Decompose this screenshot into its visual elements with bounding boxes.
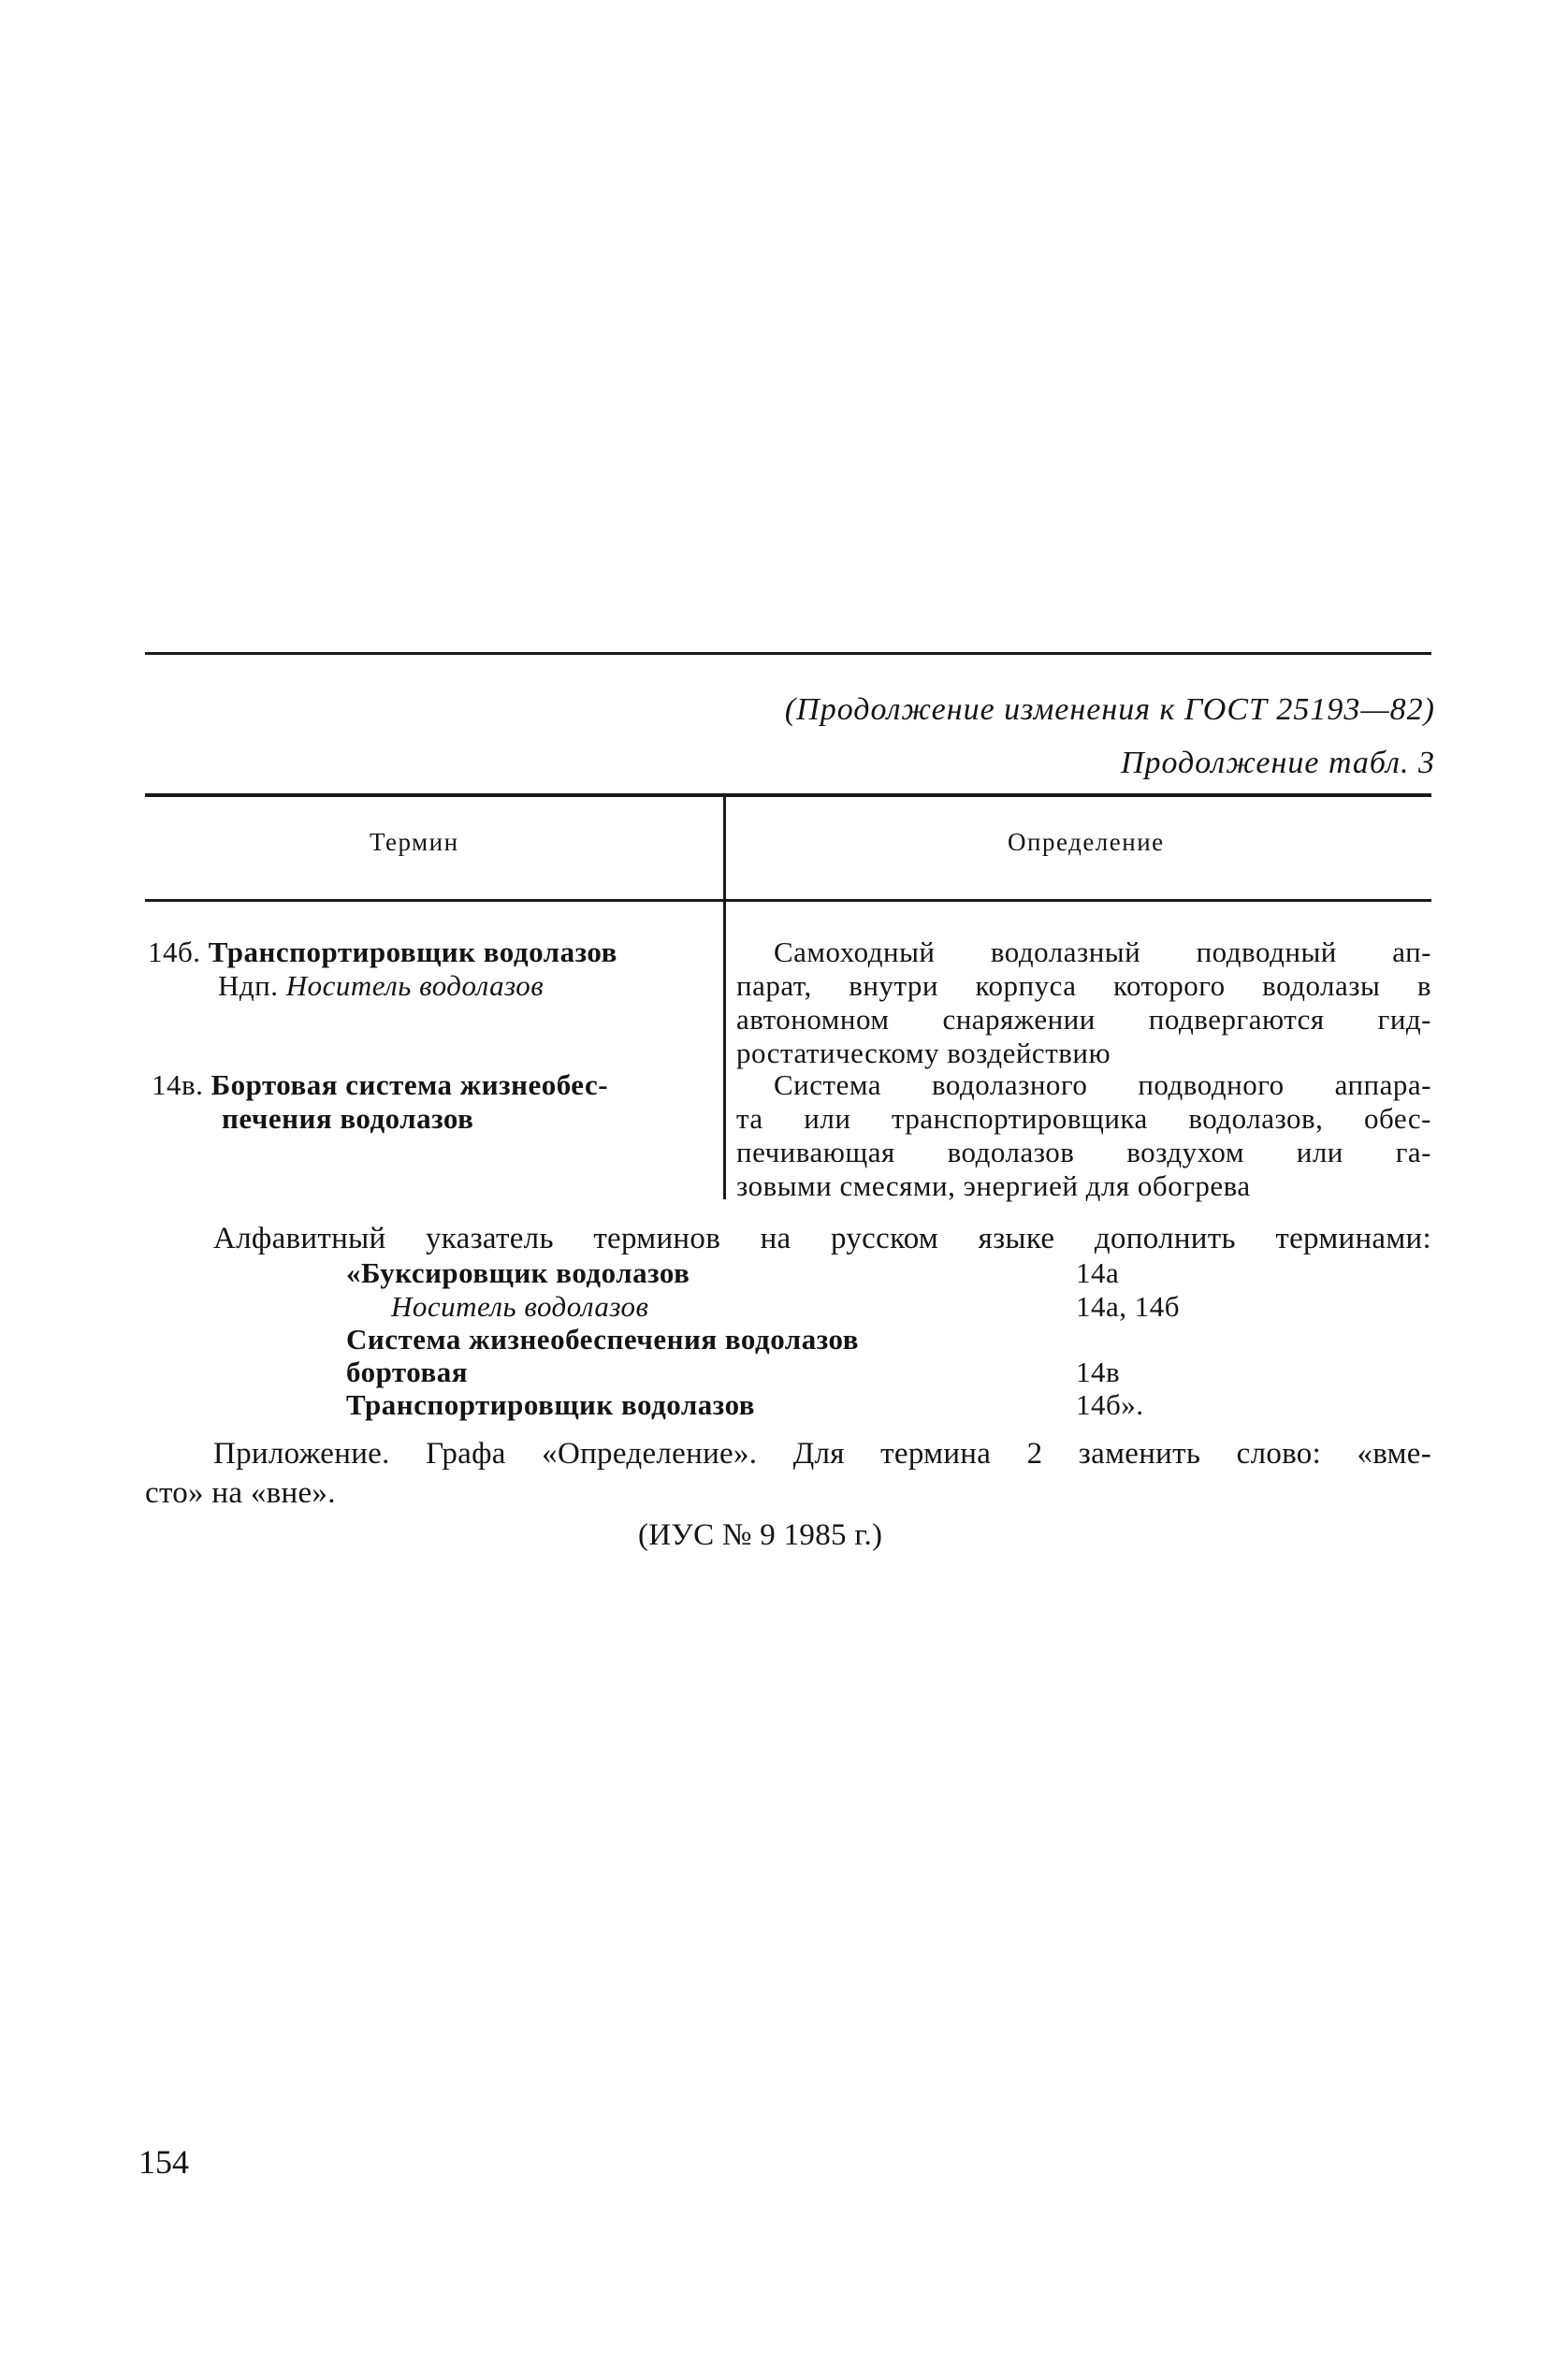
index-term: «Буксировщик водолазов <box>346 1256 690 1289</box>
page-number: 154 <box>138 2143 189 2181</box>
column-divider <box>723 797 726 1199</box>
index-ref: 14а <box>1076 1256 1120 1289</box>
definition-line: Самоходный водолазный подводный ап- <box>774 935 1431 968</box>
nonrecommended-label: Ндп. <box>218 969 279 1002</box>
definition-line: Система водолазного подводного аппара- <box>774 1068 1431 1101</box>
header-bottom-rule <box>145 899 1431 902</box>
definition-cell <box>736 935 1431 1070</box>
table-row <box>152 1068 608 1136</box>
nonrecommended-term: Носитель водолазов <box>285 969 544 1002</box>
definition-line: печивающая водолазов воздухом или га- <box>736 1136 1431 1168</box>
index-ref: 14а, 14б <box>1076 1290 1181 1323</box>
column-header-definition: Определение <box>1008 828 1165 856</box>
index-intro: Алфавитный указатель терминов на русском языке дополнить терминами: <box>213 1222 1431 1255</box>
index-term: Носитель водолазов <box>391 1290 649 1323</box>
table-continuation: Продолжение табл. 3 <box>1120 746 1435 780</box>
definition-line: парат, внутри корпуса которого водолазы в <box>736 969 1431 1002</box>
definition-line: автономном снаряжении подвергаются гид- <box>736 1003 1431 1036</box>
definition-line: зовыми смесями, энергией для обогрева <box>736 1169 1251 1202</box>
definition-line: ростатическому воздействию <box>736 1037 1111 1069</box>
table-row <box>148 935 617 1003</box>
term-number: 14в. <box>152 1068 204 1101</box>
term-name-line: Бортовая система жизнеобес- <box>211 1068 609 1101</box>
column-header-term: Термин <box>370 828 459 856</box>
index-term: бортовая <box>346 1356 468 1388</box>
source-reference: (ИУС № 9 1985 г.) <box>638 1518 883 1552</box>
appendix-note-line: сто» на «вне». <box>145 1476 336 1510</box>
top-rule <box>145 652 1431 655</box>
continuation-note: (Продолжение изменения к ГОСТ 25193—82) <box>784 692 1435 727</box>
index-term: Система жизнеобеспечения водолазов <box>346 1323 859 1356</box>
index-ref: 14б». <box>1076 1388 1144 1421</box>
term-number: 14б. <box>148 935 201 968</box>
table-top-rule <box>145 793 1431 797</box>
term-name-line: печения водолазов <box>222 1102 474 1135</box>
definition-cell <box>736 1068 1431 1203</box>
appendix-note-line: Приложение. Графа «Определение». Для термина 2 заменить слово: «вме- <box>213 1437 1431 1471</box>
term-name: Транспортировщик водолазов <box>208 935 617 968</box>
definition-line: та или транспортировщика водолазов, обес- <box>736 1102 1431 1135</box>
index-term: Транспортировщик водолазов <box>346 1388 756 1421</box>
index-ref: 14в <box>1076 1356 1121 1388</box>
